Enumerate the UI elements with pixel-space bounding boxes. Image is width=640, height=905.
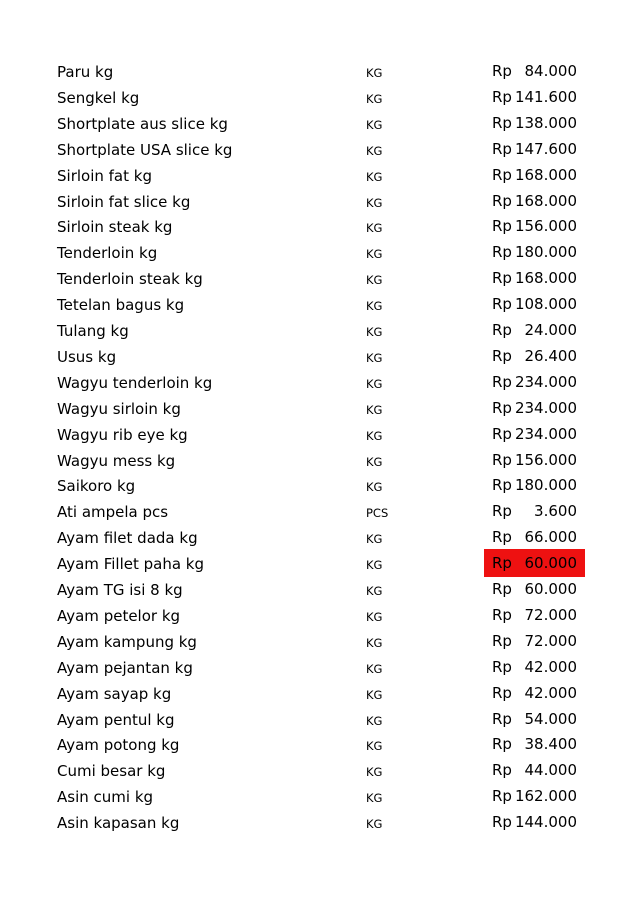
item-name: Sirloin fat slice kg — [57, 192, 191, 211]
item-unit: KG — [366, 169, 383, 184]
item-name: Sirloin steak kg — [57, 218, 173, 237]
item-name: Tulang kg — [57, 322, 129, 340]
price-amount: 138.000 — [514, 113, 577, 132]
price-row — [0, 370, 640, 396]
currency-label: Rp — [492, 787, 512, 806]
item-unit: KG — [366, 817, 383, 832]
item-unit: PCS — [366, 506, 389, 521]
item-name: Ayam filet dada kg — [57, 529, 198, 548]
price-row — [0, 499, 640, 525]
price-amount: 144.000 — [514, 813, 577, 832]
price-amount: 156.000 — [514, 217, 577, 236]
item-unit: KG — [366, 584, 383, 598]
item-unit: KG — [366, 350, 383, 365]
item-name: Ayam Fillet paha kg — [57, 555, 204, 574]
item-unit: KG — [366, 558, 383, 573]
currency-label: Rp — [492, 761, 512, 780]
price-cell — [484, 679, 585, 707]
price-amount: 72.000 — [524, 631, 577, 650]
price-row — [0, 525, 640, 551]
item-name: Tenderloin kg — [57, 244, 158, 263]
price-row — [0, 422, 640, 448]
price-cell — [484, 601, 585, 629]
item-name: Saikoro kg — [57, 477, 136, 496]
currency-label: Rp — [492, 346, 512, 365]
price-amount: 234.000 — [514, 398, 577, 417]
item-name: Usus kg — [57, 347, 117, 366]
item-unit: KG — [366, 635, 383, 650]
currency-label: Rp — [492, 217, 512, 236]
currency-label: Rp — [492, 424, 512, 443]
price-row — [0, 344, 640, 370]
price-row — [0, 137, 640, 163]
item-name: Ayam sayap kg — [57, 684, 172, 703]
price-cell — [484, 705, 585, 733]
price-row — [0, 189, 640, 215]
currency-label: Rp — [492, 709, 512, 728]
item-unit: KG — [366, 687, 383, 702]
price-amount: 44.000 — [524, 761, 577, 780]
item-unit: KG — [366, 428, 383, 443]
price-amount: 38.400 — [524, 735, 577, 754]
item-unit: KG — [366, 532, 383, 547]
item-unit: KG — [366, 480, 383, 495]
item-unit: KG — [366, 765, 383, 780]
item-unit: KG — [366, 221, 383, 236]
item-name: Shortplate aus slice kg — [57, 114, 228, 133]
price-row — [0, 681, 640, 707]
item-unit: KG — [366, 739, 383, 754]
price-amount: 84.000 — [524, 62, 577, 80]
price-amount: 180.000 — [514, 243, 577, 262]
price-row — [0, 266, 640, 292]
currency-label: Rp — [492, 113, 512, 132]
item-unit: KG — [366, 195, 383, 210]
currency-label: Rp — [492, 269, 512, 288]
item-unit: KG — [366, 661, 383, 676]
price-amount: 168.000 — [514, 269, 577, 288]
item-unit: KG — [366, 299, 383, 314]
item-name: Tetelan bagus kg — [57, 296, 185, 315]
item-name: Ati ampela pcs — [57, 503, 169, 522]
price-row — [0, 396, 640, 422]
item-unit: KG — [366, 454, 383, 469]
price-row — [0, 292, 640, 318]
currency-label: Rp — [492, 813, 512, 832]
currency-label: Rp — [492, 631, 512, 650]
price-cell — [484, 83, 585, 111]
price-cell — [484, 212, 585, 240]
currency-label: Rp — [492, 165, 512, 184]
price-cell — [484, 238, 585, 266]
currency-label: Rp — [492, 450, 512, 469]
price-cell — [484, 316, 585, 344]
price-amount: 42.000 — [524, 683, 577, 702]
price-cell — [484, 264, 585, 292]
price-cell — [484, 446, 585, 474]
item-unit: KG — [366, 376, 383, 391]
item-name: Asin cumi kg — [57, 788, 154, 807]
price-row — [0, 629, 640, 655]
item-unit: KG — [366, 325, 383, 339]
price-amount: 180.000 — [514, 476, 577, 495]
price-amount: 156.000 — [514, 450, 577, 469]
currency-label: Rp — [492, 657, 512, 676]
price-row — [0, 473, 640, 499]
item-unit: KG — [366, 273, 383, 288]
item-unit: KG — [366, 117, 383, 132]
item-name: Wagyu tenderloin kg — [57, 373, 213, 392]
item-name: Asin kapasan kg — [57, 814, 180, 833]
price-row — [0, 577, 640, 603]
highlighted-price-cell — [484, 549, 585, 577]
currency-label: Rp — [492, 372, 512, 391]
currency-label: Rp — [492, 554, 512, 573]
price-amount: 162.000 — [514, 787, 577, 806]
price-cell — [484, 342, 585, 370]
price-row — [0, 318, 640, 344]
price-cell — [484, 161, 585, 189]
price-amount: 3.600 — [534, 502, 577, 521]
item-name: Ayam petelor kg — [57, 606, 181, 625]
item-name: Wagyu rib eye kg — [57, 425, 188, 444]
price-row — [0, 163, 640, 189]
price-row — [0, 810, 640, 836]
item-name: Ayam kampung kg — [57, 632, 197, 651]
price-row — [0, 214, 640, 240]
currency-label: Rp — [492, 295, 512, 314]
price-cell — [484, 57, 585, 85]
item-unit: KG — [366, 66, 383, 80]
price-row — [0, 732, 640, 758]
price-row — [0, 784, 640, 810]
price-amount: 168.000 — [514, 191, 577, 210]
price-row — [0, 85, 640, 111]
price-row — [0, 111, 640, 137]
item-name: Sirloin fat kg — [57, 166, 152, 185]
currency-label: Rp — [492, 502, 512, 521]
price-amount: 24.000 — [524, 321, 577, 339]
currency-label: Rp — [492, 683, 512, 702]
price-amount: 60.000 — [524, 580, 577, 598]
currency-label: Rp — [492, 580, 512, 598]
price-row — [0, 59, 640, 85]
price-cell — [484, 730, 585, 758]
price-cell — [484, 627, 585, 655]
price-row — [0, 448, 640, 474]
currency-label: Rp — [492, 191, 512, 210]
price-row — [0, 603, 640, 629]
price-cell — [484, 756, 585, 784]
price-cell — [484, 782, 585, 810]
price-amount: 42.000 — [524, 657, 577, 676]
item-unit: KG — [366, 713, 383, 728]
price-amount: 26.400 — [524, 346, 577, 365]
item-name: Tenderloin steak kg — [57, 270, 203, 289]
currency-label: Rp — [492, 528, 512, 547]
currency-label: Rp — [492, 476, 512, 495]
price-cell — [484, 575, 585, 603]
item-name: Cumi besar kg — [57, 762, 166, 781]
item-name: Ayam pejantan kg — [57, 658, 193, 677]
item-name: Ayam potong kg — [57, 736, 180, 755]
price-amount: 108.000 — [514, 295, 577, 314]
price-amount: 141.600 — [514, 87, 577, 106]
item-unit: KG — [366, 791, 383, 806]
item-unit: KG — [366, 609, 383, 624]
price-cell — [484, 497, 585, 525]
price-cell — [484, 420, 585, 448]
price-amount: 72.000 — [524, 605, 577, 624]
price-amount: 168.000 — [514, 165, 577, 184]
currency-label: Rp — [492, 62, 512, 80]
price-cell — [484, 523, 585, 551]
price-row — [0, 655, 640, 681]
price-amount: 147.600 — [514, 139, 577, 158]
item-unit: KG — [366, 143, 383, 158]
price-row — [0, 551, 640, 577]
price-amount: 54.000 — [524, 709, 577, 728]
currency-label: Rp — [492, 735, 512, 754]
price-cell — [484, 187, 585, 215]
item-name: Wagyu mess kg — [57, 451, 176, 470]
item-name: Paru kg — [57, 63, 114, 81]
item-name: Shortplate USA slice kg — [57, 140, 233, 159]
item-name: Ayam pentul kg — [57, 710, 175, 729]
currency-label: Rp — [492, 605, 512, 624]
item-name: Ayam TG isi 8 kg — [57, 581, 183, 599]
item-unit: KG — [366, 247, 383, 262]
price-cell — [484, 808, 585, 836]
price-amount: 66.000 — [524, 528, 577, 547]
currency-label: Rp — [492, 87, 512, 106]
item-name: Sengkel kg — [57, 88, 140, 107]
price-amount: 234.000 — [514, 372, 577, 391]
currency-label: Rp — [492, 139, 512, 158]
item-unit: KG — [366, 91, 383, 106]
price-amount: 234.000 — [514, 424, 577, 443]
price-row — [0, 240, 640, 266]
price-cell — [484, 368, 585, 396]
price-cell — [484, 135, 585, 163]
currency-label: Rp — [492, 398, 512, 417]
price-amount: 60.000 — [524, 554, 577, 573]
price-cell — [484, 109, 585, 137]
item-unit: KG — [366, 402, 383, 417]
price-cell — [484, 653, 585, 681]
currency-label: Rp — [492, 243, 512, 262]
price-row — [0, 758, 640, 784]
price-row — [0, 707, 640, 733]
item-name: Wagyu sirloin kg — [57, 399, 181, 418]
price-cell — [484, 471, 585, 499]
price-cell — [484, 290, 585, 318]
currency-label: Rp — [492, 321, 512, 339]
price-cell — [484, 394, 585, 422]
